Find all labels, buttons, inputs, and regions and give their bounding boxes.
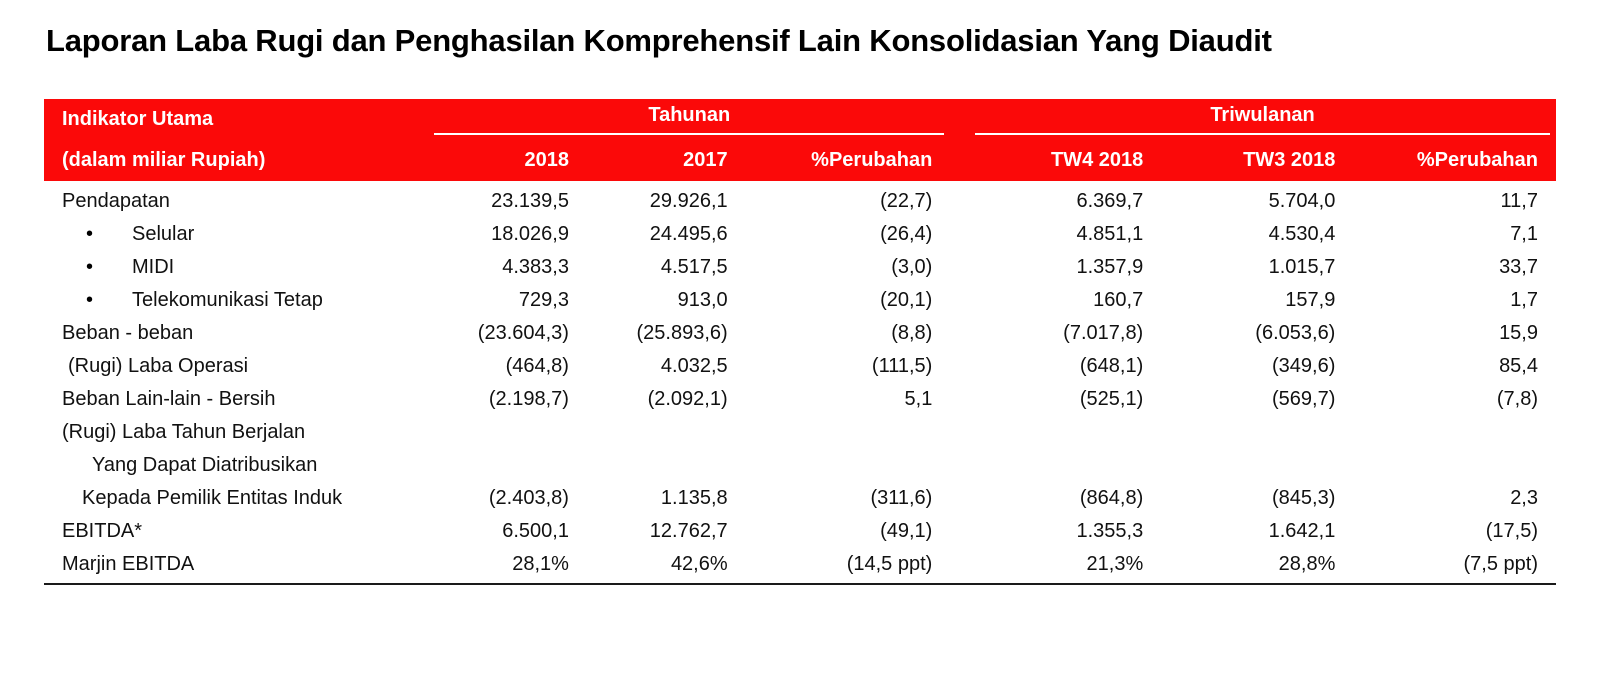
cell-tw3-2018 bbox=[1161, 416, 1353, 449]
cell-change-annual: (14,5 ppt) bbox=[846, 552, 933, 575]
table-row bbox=[44, 350, 1556, 383]
header-gap-2 bbox=[950, 140, 969, 181]
cell-change-quarterly bbox=[1353, 449, 1556, 482]
cell-change-annual: (26,4) bbox=[880, 222, 933, 245]
cell-2017: 913,0 bbox=[677, 288, 728, 311]
cell-tw4-2018 bbox=[969, 449, 1161, 482]
table-row bbox=[44, 548, 1556, 581]
header-col-tw4-2018: TW4 2018 bbox=[969, 140, 1161, 181]
header-group-quarterly bbox=[969, 99, 1556, 140]
header-col-tw3-2018: TW3 2018 bbox=[1161, 140, 1353, 181]
cell-2017: 12.762,7 bbox=[649, 519, 728, 542]
row-gap bbox=[950, 251, 969, 284]
cell-tw3-2018 bbox=[1161, 449, 1353, 482]
cell-2017 bbox=[587, 416, 746, 449]
cell-change-annual bbox=[746, 416, 951, 449]
row-gap bbox=[950, 350, 969, 383]
row-label: • Selular bbox=[44, 218, 428, 251]
header-gap bbox=[950, 99, 969, 140]
header-group-annual-label: Tahunan bbox=[648, 103, 731, 126]
header-col-2017: 2017 bbox=[587, 140, 746, 181]
cell-2017: 4.517,5 bbox=[660, 255, 728, 278]
cell-2018 bbox=[428, 416, 587, 449]
cell-change-annual bbox=[746, 449, 951, 482]
cell-2017: (2.092,1) bbox=[647, 387, 728, 410]
table-header bbox=[44, 99, 1556, 181]
cell-2017: 24.495,6 bbox=[649, 222, 728, 245]
cell-2018: (2.198,7) bbox=[488, 387, 569, 410]
cell-2018: 18.026,9 bbox=[491, 222, 569, 245]
cell-change-quarterly: 33,7 bbox=[1499, 255, 1538, 278]
row-label: • MIDI bbox=[44, 251, 428, 284]
cell-2018: (23.604,3) bbox=[477, 321, 569, 344]
cell-change-quarterly: 7,1 bbox=[1510, 222, 1538, 245]
row-label: (Rugi) Laba Operasi bbox=[68, 354, 249, 377]
header-label-line1: Indikator Utama bbox=[44, 99, 428, 140]
cell-change-annual: (3,0) bbox=[891, 255, 933, 278]
table-row bbox=[44, 284, 1556, 317]
header-group-quarterly-rule bbox=[975, 133, 1550, 135]
table-row bbox=[44, 416, 1556, 449]
cell-tw4-2018: 6.369,7 bbox=[1076, 189, 1144, 212]
row-label: Pendapatan bbox=[62, 189, 170, 212]
cell-2017 bbox=[587, 449, 746, 482]
header-label-line2: (dalam miliar Rupiah) bbox=[44, 140, 428, 181]
document-page bbox=[0, 22, 1600, 680]
cell-2018: (2.403,8) bbox=[488, 486, 569, 509]
row-label: Marjin EBITDA bbox=[62, 552, 195, 575]
cell-change-annual: (8,8) bbox=[891, 321, 933, 344]
cell-change-quarterly: 11,7 bbox=[1500, 189, 1538, 212]
table-row bbox=[44, 449, 1556, 482]
cell-tw4-2018: 1.357,9 bbox=[1076, 255, 1144, 278]
cell-tw4-2018: (525,1) bbox=[1079, 387, 1144, 410]
row-label: Beban Lain-lain - Bersih bbox=[62, 387, 276, 410]
cell-tw4-2018: 4.851,1 bbox=[1076, 222, 1144, 245]
table-row bbox=[44, 218, 1556, 251]
cell-tw4-2018: 160,7 bbox=[1093, 288, 1144, 311]
row-label: • Telekomunikasi Tetap bbox=[44, 284, 428, 317]
row-gap bbox=[950, 284, 969, 317]
row-label: Kepada Pemilik Entitas Induk bbox=[82, 486, 343, 509]
row-gap bbox=[950, 482, 969, 515]
row-gap bbox=[950, 383, 969, 416]
cell-2017: 42,6% bbox=[670, 552, 728, 575]
header-col-change-annual: %Perubahan bbox=[746, 140, 951, 181]
row-gap bbox=[950, 218, 969, 251]
cell-tw4-2018: (648,1) bbox=[1079, 354, 1144, 377]
row-label: EBITDA* bbox=[62, 519, 143, 542]
cell-tw4-2018: 21,3% bbox=[1086, 552, 1144, 575]
table-row bbox=[44, 482, 1556, 515]
cell-change-annual: (311,6) bbox=[870, 486, 933, 509]
cell-2018: 6.500,1 bbox=[502, 519, 569, 542]
cell-tw3-2018: (569,7) bbox=[1271, 387, 1336, 410]
cell-change-quarterly bbox=[1353, 416, 1556, 449]
cell-2018 bbox=[428, 449, 587, 482]
page-title: Laporan Laba Rugi dan Penghasilan Komprehensif Lain Konsolidasian Yang Diaudit bbox=[46, 23, 1272, 58]
table-header-row-groups bbox=[44, 99, 1556, 140]
cell-tw3-2018: 28,8% bbox=[1278, 552, 1336, 575]
table-row bbox=[44, 317, 1556, 350]
cell-2017: 1.135,8 bbox=[660, 486, 728, 509]
row-gap bbox=[950, 416, 969, 449]
cell-tw4-2018: 1.355,3 bbox=[1076, 519, 1144, 542]
cell-tw3-2018: (349,6) bbox=[1271, 354, 1336, 377]
header-col-2018: 2018 bbox=[428, 140, 587, 181]
cell-change-quarterly: (17,5) bbox=[1485, 519, 1538, 542]
cell-change-quarterly: 85,4 bbox=[1499, 354, 1538, 377]
cell-2017: (25.893,6) bbox=[636, 321, 728, 344]
cell-2018: (464,8) bbox=[505, 354, 569, 377]
row-label: (Rugi) Laba Tahun Berjalan bbox=[62, 420, 306, 443]
row-gap bbox=[950, 449, 969, 482]
cell-tw3-2018: (6.053,6) bbox=[1255, 321, 1336, 344]
table-row bbox=[44, 251, 1556, 284]
row-label: Beban - beban bbox=[62, 321, 194, 344]
cell-change-quarterly: 2,3 bbox=[1510, 486, 1538, 509]
header-group-annual-rule bbox=[434, 133, 944, 135]
header-group-quarterly-label: Triwulanan bbox=[1210, 103, 1315, 126]
row-gap bbox=[950, 317, 969, 350]
cell-tw3-2018: (845,3) bbox=[1271, 486, 1336, 509]
table-row bbox=[44, 515, 1556, 548]
cell-2017: 29.926,1 bbox=[649, 189, 728, 212]
cell-change-quarterly: (7,5 ppt) bbox=[1463, 552, 1538, 575]
table-bottom-rule bbox=[44, 583, 1556, 585]
financial-summary-table bbox=[44, 99, 1556, 581]
cell-2017: 4.032,5 bbox=[660, 354, 728, 377]
table-header-row-columns bbox=[44, 140, 1556, 181]
header-group-annual bbox=[428, 99, 950, 140]
cell-2018: 28,1% bbox=[512, 552, 569, 575]
cell-2018: 4.383,3 bbox=[502, 255, 569, 278]
cell-tw4-2018: (864,8) bbox=[1079, 486, 1144, 509]
cell-tw3-2018: 5.704,0 bbox=[1268, 189, 1336, 212]
table-body bbox=[44, 181, 1556, 581]
row-gap bbox=[950, 548, 969, 581]
cell-tw3-2018: 1.642,1 bbox=[1268, 519, 1336, 542]
cell-change-annual: (20,1) bbox=[880, 288, 933, 311]
cell-change-quarterly: 1,7 bbox=[1510, 288, 1538, 311]
cell-2018: 729,3 bbox=[518, 288, 569, 311]
row-label: Yang Dapat Diatribusikan bbox=[92, 453, 318, 476]
row-gap bbox=[950, 181, 969, 218]
cell-tw3-2018: 1.015,7 bbox=[1268, 255, 1336, 278]
cell-tw4-2018: (7.017,8) bbox=[1063, 321, 1144, 344]
cell-change-quarterly: 15,9 bbox=[1499, 321, 1538, 344]
cell-tw4-2018 bbox=[969, 416, 1161, 449]
cell-change-annual: (49,1) bbox=[880, 519, 933, 542]
cell-tw3-2018: 157,9 bbox=[1285, 288, 1336, 311]
table-row bbox=[44, 181, 1556, 218]
cell-tw3-2018: 4.530,4 bbox=[1268, 222, 1336, 245]
table-row bbox=[44, 383, 1556, 416]
cell-change-quarterly: (7,8) bbox=[1496, 387, 1538, 410]
cell-change-annual: (22,7) bbox=[880, 189, 933, 212]
row-gap bbox=[950, 515, 969, 548]
header-col-change-quarterly: %Perubahan bbox=[1353, 140, 1556, 181]
cell-change-annual: (111,5) bbox=[871, 354, 933, 377]
cell-2018: 23.139,5 bbox=[491, 189, 569, 212]
cell-change-annual: 5,1 bbox=[904, 387, 933, 410]
